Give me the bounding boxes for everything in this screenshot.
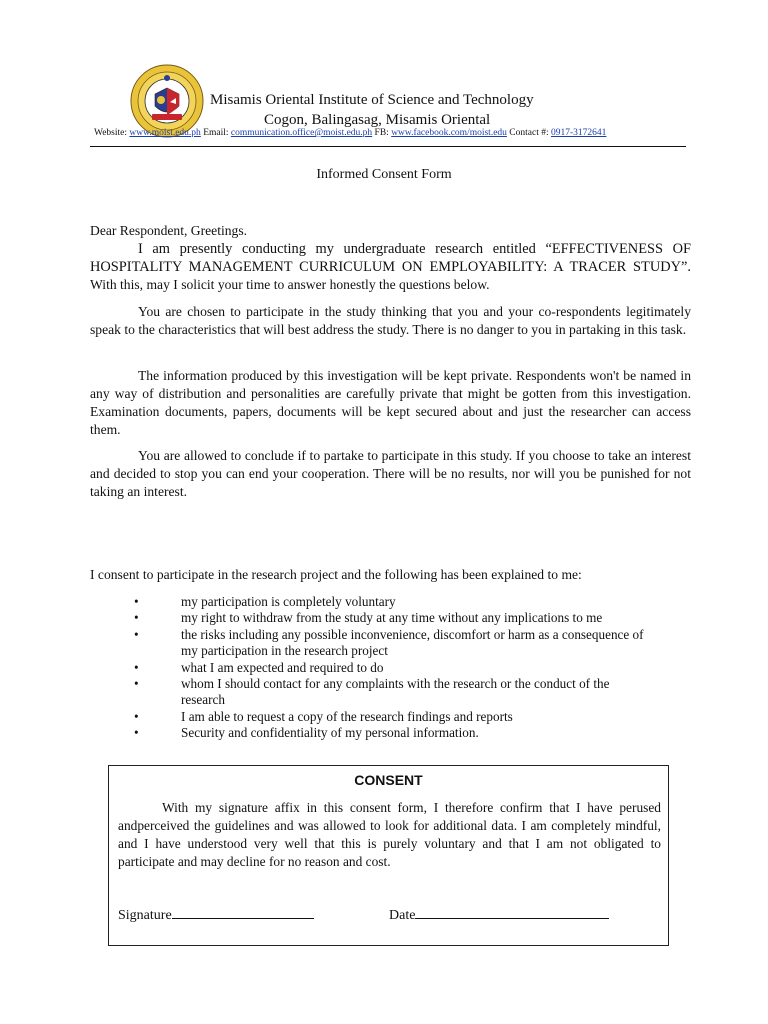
website-label: Website: [94,128,128,138]
consent-box [108,765,669,946]
list-item: • I am able to request a copy of the research findings and reports [134,708,513,724]
research-title-text: I am presently conducting my undergraduate research entitled “EFFECTIVENESS OF HOSPITALITY MANAGEMENT CURRICULUM ON EMPLOYABILITY: A TRACER STUDY”. [90,241,691,275]
date-line[interactable] [415,906,609,919]
paragraph-privacy: The information produced by this investigation will be kept private. Respondents won't be named in any way of distribution and personalities are carefully private that might be gotten from this investigation. Examination documents, papers, documents will be kept secured about and just the researcher can access them. [90,368,691,437]
list-item: • what I am expected and required to do [134,659,384,675]
contact-label: Contact #: [509,128,549,138]
bullet-icon: • [134,676,139,692]
paragraph-selection: You are chosen to participate in the study thinking that you and your co-respondents legitimately speak to the characteristics that will best address the study. There is no danger to you in partaking in this task. [90,304,691,337]
list-item: • the risks including any possible inconvenience, discomfort or harm as a consequence of my participation in the research project [134,626,644,659]
bullet-icon: • [134,708,139,724]
form-title: Informed Consent Form [316,167,452,182]
paragraph-research-title [90,240,691,294]
website-link[interactable]: www.moist.edu.ph [129,128,201,138]
contact-line [94,128,606,138]
bullet-icon: • [134,659,139,675]
signature-line[interactable] [172,906,314,919]
fb-label: FB: [374,128,389,138]
list-item: • my participation is completely voluntary [134,594,396,609]
signature-field[interactable] [118,906,314,924]
bullet-icon: • [134,610,139,626]
institution-seal-icon [130,64,204,138]
email-label: Email: [203,128,229,138]
institution-address: Cogon, Balingasag, Misamis Oriental [264,112,491,128]
date-field[interactable] [389,906,609,924]
consent-intro: I consent to participate in the research project and the following has been explained to me: [90,567,582,582]
bullet-icon: • [134,626,139,642]
date-label: Date [389,908,416,923]
header-divider [90,146,686,147]
consent-box-title: CONSENT [354,772,423,788]
solicit-text: With this, may I solicit your time to answer honestly the questions below. [90,277,490,292]
paragraph-voluntary: You are allowed to conclude if to partake to participate in this study. If you choose to take an interest and decided to stop you can end your cooperation. There will be no results, nor will you be punished for not taking an interest. [90,448,691,499]
consent-box-text: With my signature affix in this consent form, I therefore confirm that I have perused andperceived the guidelines and was allowed to look for additional data. I am completely mindful, and I have understood very well that this is purely voluntary and that I am not obligated to participate and may decline for no reason and cost. [118,800,661,869]
facebook-link[interactable]: www.facebook.com/moist.edu [391,128,507,138]
email-link[interactable]: communication.office@moist.edu.ph [230,128,373,138]
list-item: • my right to withdraw from the study at any time without any implications to me [134,610,603,626]
bullet-icon: • [134,594,139,609]
list-item: • Security and confidentiality of my personal information. [134,725,479,741]
list-item: • whom I should contact for any complaints with the research or the conduct of the research [134,676,610,708]
consent-bullet-list [128,594,648,742]
contact-number-link[interactable]: 0917-3172641 [551,128,607,138]
signature-label: Signature [118,908,172,923]
greeting: Dear Respondent, Greetings. [90,223,248,238]
bullet-icon: • [134,725,139,741]
institution-name: Misamis Oriental Institute of Science and Technology [210,92,534,108]
